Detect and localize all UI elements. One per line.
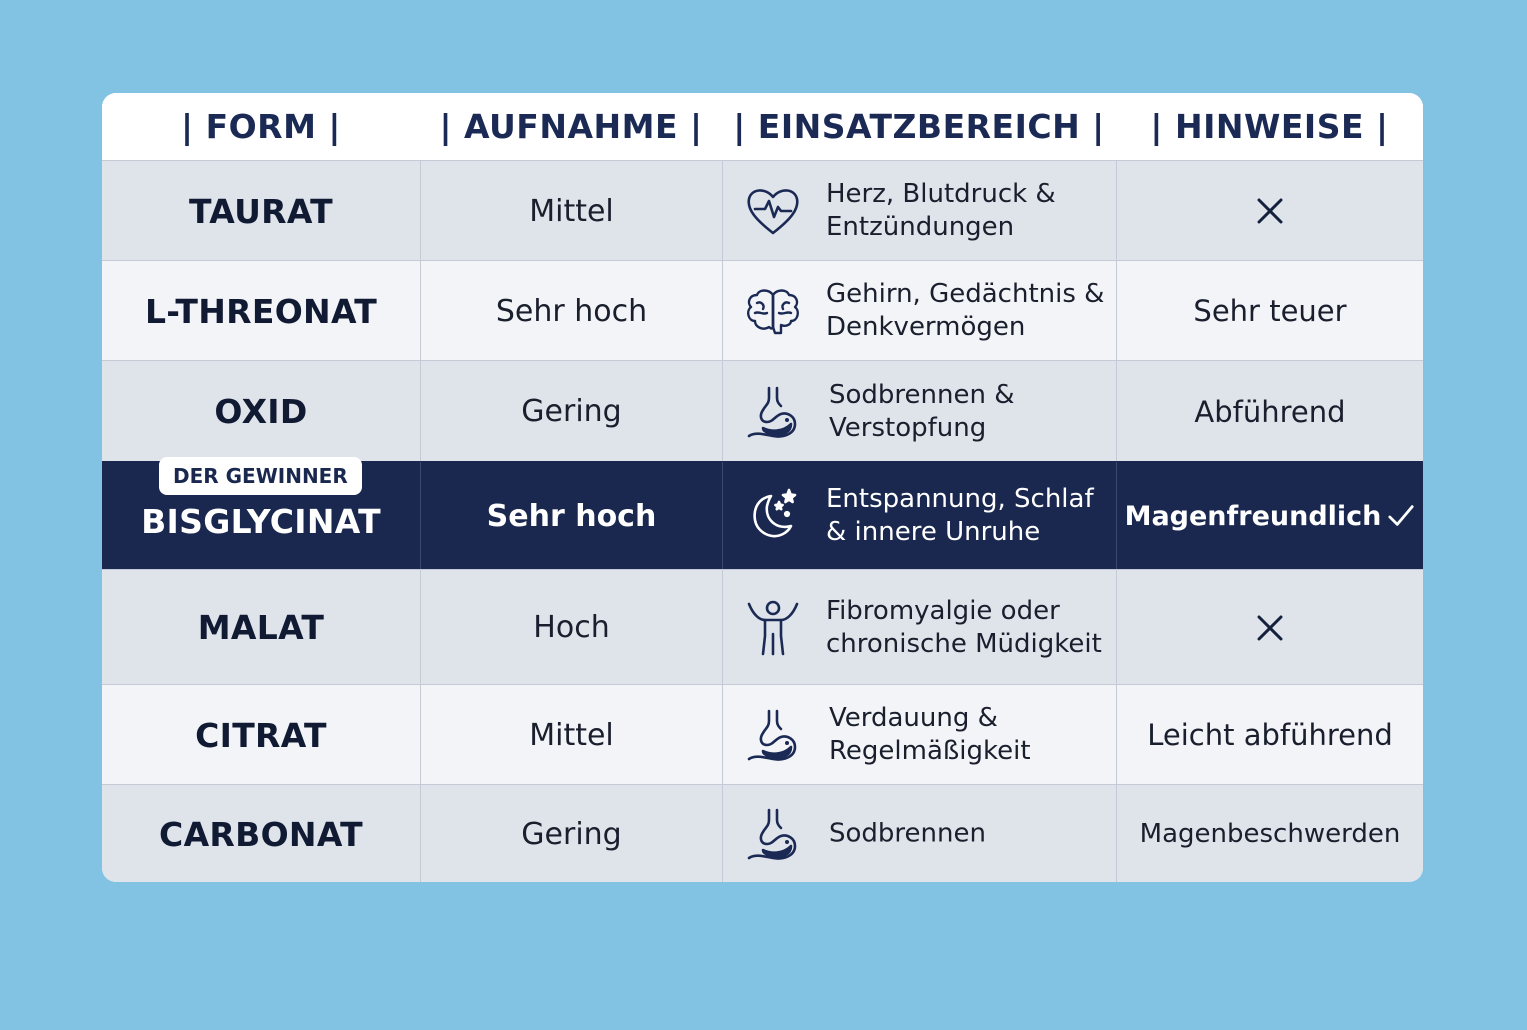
note-text: Magenbeschwerden (1139, 819, 1401, 849)
table-row (102, 784, 1423, 882)
header-notes: | HINWEISE | (1150, 107, 1389, 146)
absorption-value: Hoch (533, 610, 610, 645)
note-text: Leicht abführend (1147, 718, 1393, 752)
table-row (102, 569, 1423, 685)
person-arms-up-icon (743, 598, 803, 658)
brain-icon (743, 281, 803, 341)
form-name: MALAT (197, 608, 325, 647)
winner-badge: DER GEWINNER (159, 457, 362, 495)
use-area: Entspannung, Schlaf & innere Unruhe (826, 484, 1094, 547)
note-text: Abführend (1194, 394, 1346, 429)
use-area: Gehirn, Gedächtnis & Denkvermögen (826, 279, 1105, 342)
absorption-value: Gering (521, 394, 622, 429)
form-name: CITRAT (195, 715, 327, 755)
heart-pulse-icon (743, 181, 803, 241)
form-name: TAURAT (189, 191, 333, 231)
header-form: | FORM | (181, 107, 341, 146)
stomach-icon (743, 382, 803, 442)
use-area: Herz, Blutdruck & Entzündungen (826, 179, 1056, 242)
note-text: Sehr teuer (1193, 294, 1347, 328)
form-name: BISGLYCINAT (141, 502, 381, 541)
use-area: Sodbrennen & Verstopfung (829, 379, 1015, 443)
use-area: Verdauung & Regelmäßigkeit (829, 703, 1031, 766)
table-row (102, 360, 1423, 462)
form-name: CARBONAT (159, 814, 363, 854)
x-mark-icon (1255, 196, 1285, 226)
stomach-icon (743, 705, 803, 765)
header-absorption: | AUFNAHME | (439, 107, 703, 146)
absorption-value: Gering (521, 816, 622, 852)
comparison-table (102, 93, 1423, 882)
absorption-value: Mittel (529, 717, 614, 753)
use-area: Fibromyalgie oder chronische Müdigkeit (826, 595, 1102, 659)
table-row (102, 684, 1423, 785)
absorption-value: Sehr hoch (495, 293, 648, 329)
use-area: Sodbrennen (829, 818, 986, 849)
moon-stars-icon (743, 486, 803, 546)
table-row (102, 260, 1423, 361)
table-header (102, 93, 1423, 160)
absorption-value: Sehr hoch (486, 498, 657, 534)
table-row (102, 160, 1423, 261)
header-use: | EINSATZBEREICH | (733, 107, 1105, 146)
stomach-icon (743, 804, 803, 864)
x-mark-icon (1255, 613, 1285, 643)
checkmark-icon (1387, 502, 1415, 530)
absorption-value: Mittel (529, 193, 614, 229)
winner-row (102, 461, 1423, 570)
form-name: L-THREONAT (144, 291, 378, 331)
form-name: OXID (214, 392, 308, 431)
note-text: Magenfreundlich (1124, 500, 1382, 532)
